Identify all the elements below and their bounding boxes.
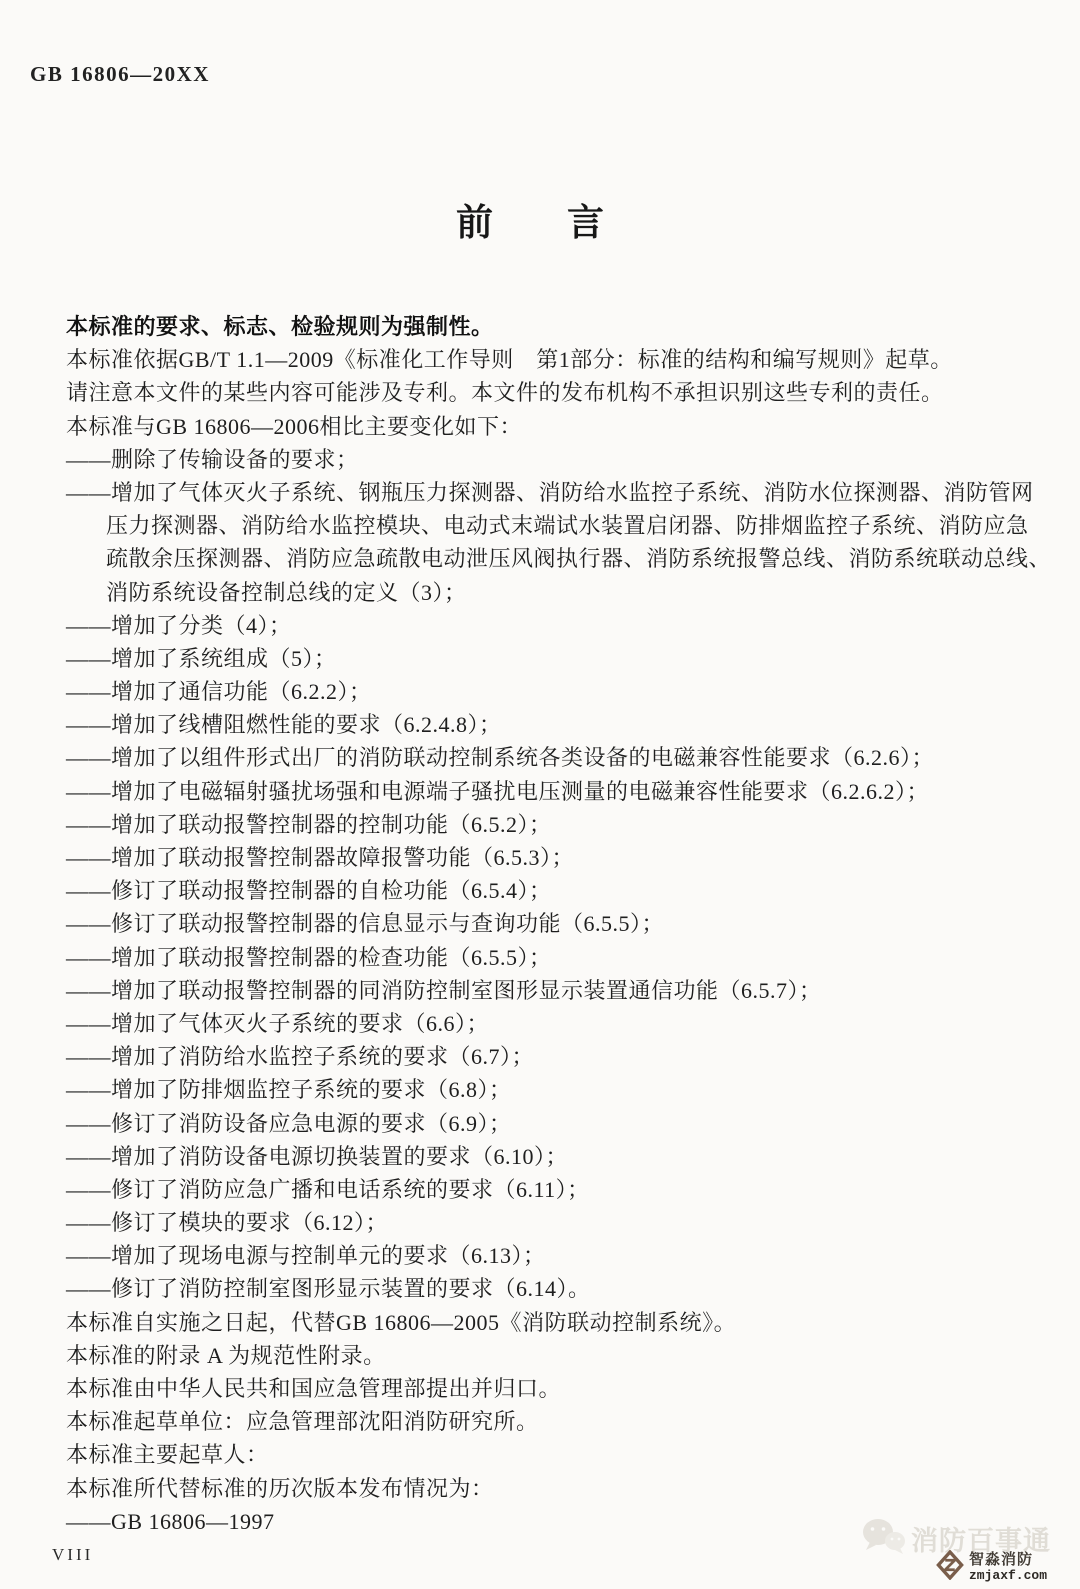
body-line: ——修订了消防应急广播和电话系统的要求（6.11）；: [66, 1176, 590, 1202]
body-line: ——修订了联动报警控制器的自检功能（6.5.4）；: [66, 878, 552, 904]
body-line: ——增加了消防给水监控子系统的要求（6.7）；: [66, 1044, 535, 1070]
body-line: ——修订了模块的要求（6.12）；: [66, 1210, 389, 1236]
brand-domain: zmjaxf.com: [969, 1567, 1048, 1583]
body-line: ——修订了联动报警控制器的信息显示与查询功能（6.5.5）；: [66, 911, 665, 937]
body-line: ——增加了气体灭火子系统的要求（6.6）；: [66, 1010, 490, 1036]
body-line: ——增加了分类（4）；: [66, 612, 292, 638]
body-line: ——增加了联动报警控制器故障报警功能（6.5.3）；: [66, 845, 575, 870]
brand-badge: [936, 1550, 1047, 1585]
body-line: ——增加了联动报警控制器的控制功能（6.5.2）；: [66, 811, 552, 837]
body-line: 疏散余压探测器、消防应急疏散电动泄压风阀执行器、消防系统报警总线、消防系统联动总线、: [106, 546, 1052, 572]
body-line: ——增加了系统组成（5）；: [66, 645, 337, 671]
standard-number: GB 16806—20XX: [30, 62, 210, 86]
body-line: 本标准自实施之日起，代替GB 16806—2005《消防联动控制系统》。: [66, 1309, 737, 1335]
body-line: 本标准主要起草人：: [66, 1442, 269, 1468]
body-line: ——GB 16806—1997: [66, 1508, 275, 1534]
page-number: VIII: [52, 1545, 94, 1564]
body-line: 本标准依据GB/T 1.1—2009《标准化工作导则 第1部分：标准的结构和编写规则》起草。: [66, 347, 953, 373]
watermark-label: 消防百事通: [911, 1526, 1051, 1556]
brand-name: 智淼消防: [969, 1551, 1034, 1568]
body-line: 本标准起草单位：应急管理部沈阳消防研究所。: [66, 1409, 539, 1435]
body-line: ——增加了电磁辐射骚扰场强和电源端子骚扰电压测量的电磁兼容性能要求（6.2.6.2）；: [66, 778, 930, 804]
body-line: 本标准与GB 16806—2006相比主要变化如下：: [66, 413, 523, 439]
body-line: ——修订了消防控制室图形显示装置的要求（6.14）。: [66, 1276, 591, 1302]
body-line: ——增加了防排烟监控子系统的要求（6.8）；: [66, 1077, 512, 1103]
body-line: ——增加了气体灭火子系统、钢瓶压力探测器、消防给水监控子系统、消防水位探测器、消防管网: [66, 479, 1034, 505]
body-line: 本标准的要求、标志、检验规则为强制性。: [66, 314, 494, 339]
body-line: ——删除了传输设备的要求；: [66, 446, 359, 472]
body-line: ——增加了联动报警控制器的同消防控制室图形显示装置通信功能（6.5.7）；: [66, 977, 822, 1003]
body-line: 本标准由中华人民共和国应急管理部提出并归口。: [66, 1376, 562, 1401]
document-body: [66, 310, 1052, 1538]
body-line: 压力探测器、消防给水监控模块、电动式末端试水装置启闭器、防排烟监控子系统、消防应急: [106, 513, 1029, 539]
body-line: 消防系统设备控制总线的定义（3）；: [106, 579, 467, 605]
diamond-z-logo: [936, 1550, 964, 1585]
body-line: 请注意本文件的某些内容可能涉及专利。本文件的发布机构不承担识别这些专利的责任。: [66, 380, 944, 406]
body-line: ——增加了联动报警控制器的检查功能（6.5.5）；: [66, 944, 552, 970]
body-line: ——增加了线槽阻燃性能的要求（6.2.4.8）；: [66, 712, 502, 738]
page-title: 前 言: [456, 203, 604, 244]
body-line: ——增加了以组件形式出厂的消防联动控制系统各类设备的电磁兼容性能要求（6.2.6）；: [66, 745, 935, 771]
body-line: ——增加了消防设备电源切换装置的要求（6.10）；: [66, 1143, 569, 1169]
body-line: ——增加了通信功能（6.2.2）；: [66, 679, 372, 705]
body-line: ——修订了消防设备应急电源的要求（6.9）；: [66, 1110, 512, 1136]
body-line: ——增加了现场电源与控制单元的要求（6.13）；: [66, 1243, 546, 1269]
body-line: 本标准的附录 A 为规范性附录。: [66, 1342, 386, 1368]
body-line: 本标准所代替标准的历次版本发布情况为：: [66, 1475, 494, 1501]
